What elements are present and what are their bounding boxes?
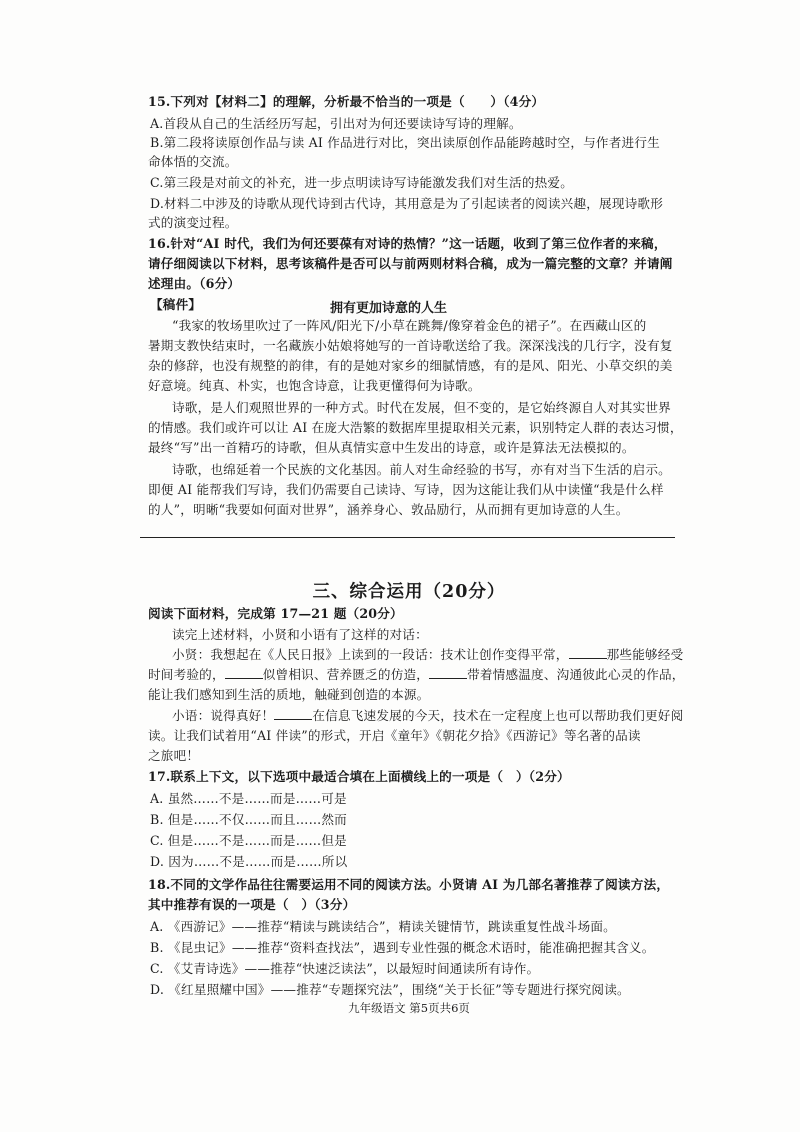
q15-option-b-line2: 命体悟的交流。 [148,154,238,169]
q17-option-b: B. 但是……不仅……而且……然而 [150,812,347,827]
dialogue-line1: 读完上述材料，小贤和小语有了这样的对话： [172,627,428,642]
q15-stem: 15.下列对【材料二】的理解，分析最不恰当的一项是（ ）（4分） [148,94,545,109]
q15-option-b-line1: B.第二段将读原创作品与读 AI 作品进行对比，突出读原创作品能跨越时空，与作者进行生 [150,135,660,150]
fill-blank-1 [569,647,607,659]
draft-title: 拥有更加诗意的人生 [330,301,448,316]
section3-intro: 阅读下面材料，完成第 17—21 题（20分） [148,606,403,621]
q18-stem-line2: 其中推荐有误的一项是（ ）（3分） [148,897,356,912]
draft-para2-line3: 最终“写”出一首精巧的诗歌，但从真情实意中生发出的诗意，或许是算法无法模拟的。 [148,440,635,455]
fill-blank-3 [429,667,467,679]
dialogue-line5: 小语：说得真好！ 在信息飞速发展的今天，技术在一定程度上也可以帮助我们更好阅 [172,708,684,723]
section3-title: 三、综合运用（20分） [312,582,506,602]
q15-option-d-line2: 式的演变过程。 [148,215,238,230]
q18-stem-line1: 18.不同的文学作品往往需要运用不同的阅读方法。小贤请 AI 为几部名著推荐了阅读方法， [148,877,670,892]
q15-option-a: A.首段从自己的生活经历写起，引出对为何还要读诗写诗的理解。 [150,116,522,131]
dialogue-line3: 时间考验的， 似曾相识、营养匮乏的仿造， 带着情感温度、沟通彼此心灵的作品， [148,667,685,682]
dialogue-line4: 能让我们感知到生活的质地，触碰到创造的本源。 [148,687,430,702]
draft-para3-line3: 的人”，明晰“我要如何面对世界”，涵养身心、敦品励行，从而拥有更加诗意的人生。 [148,502,629,517]
q15-option-c: C.第三段是对前文的补充，进一步点明读诗写诗能激发我们对生活的热爱。 [150,175,573,190]
q18-option-a: A. 《西游记》——推荐“精读与跳读结合”，精读关键情节，跳读重复性战斗场面。 [150,919,616,934]
q15-option-d-line1: D.材料二中涉及的诗歌从现代诗到古代诗，其用意是为了引起读者的阅读兴趣，展现诗歌形 [150,196,664,211]
draft-para1-line4: 好意境。纯真、朴实，也饱含诗意，让我更懂得何为诗歌。 [148,378,481,393]
q18-option-c: C. 《艾青诗选》——推荐“快速泛读法”，以最短时间通读所有诗作。 [150,961,540,976]
q16-stem-line2: 请仔细阅读以下材料，思考该稿件是否可以与前两则材料合稿，成为一篇完整的文章？并请阐 [148,256,673,271]
q17-stem: 17.联系上下文，以下选项中最适合填在上面横线上的一项是（ ）（2分） [148,769,570,784]
dialogue-line6: 读。让我们试着用“AI 伴读”的形式，开启《童年》《朝花夕拾》《西游记》等名著的品读 [148,728,641,743]
q16-stem-line3: 述理由。（6分） [148,276,241,291]
draft-para1-line1: “我家的牧场里吹过了一阵风/阳光下/小草在跳舞/像穿着金色的裙子”。在西藏山区的 [172,318,647,333]
q18-option-d: D. 《红星照耀中国》——推荐“专题探究法”，围绕“关于长征”等专题进行探究阅读。 [150,982,630,997]
q18-option-b: B. 《昆虫记》——推荐“资料查找法”，遇到专业性强的概念术语时，能准确把握其含义。 [150,940,655,955]
draft-para3-line1: 诗歌，也绵延着一个民族的文化基因。前人对生命经验的书写，亦有对当下生活的启示。 [172,462,671,477]
draft-para3-line2: 即便 AI 能帮我们写诗，我们仍需要自己读诗、写诗，因为这能让我们从中读懂“我是什么样 [148,482,664,497]
dialogue-line2: 小贤：我想起在《人民日报》上读到的一段话：技术让创作变得平常， 那些能够经受 [172,647,684,662]
fill-blank-4 [274,708,312,720]
q17-option-d: D. 因为……不是……而是……所以 [150,854,348,869]
draft-para2-line2: 的情感。我们或许可以让 AI 在庞大浩繁的数据库里提取相关元素，识别特定人群的表达习惯， [148,420,683,435]
dialogue-line7: 之旅吧！ [148,748,200,763]
draft-para1-line3: 杂的修辞，也没有规整的韵律，有的是她对家乡的细腻情感，有的是风、阳光、小草交织的美 [148,358,673,373]
q17-option-a: A. 虽然……不是……而是……可是 [150,791,347,806]
draft-para2-line1: 诗歌，是人们观照世界的一种方式。时代在发展，但不变的，是它始终源自人对其实世界 [172,400,671,415]
q16-stem-line1: 16.针对“AI 时代，我们为何还要葆有对诗的热情？”这一话题，收到了第三位作者的来稿， [148,236,667,251]
fill-blank-2 [225,667,263,679]
section-divider [140,537,675,538]
q17-option-c: C. 但是……不是……而是……但是 [150,833,347,848]
draft-label: 【稿件】 [150,297,202,312]
draft-para1-line2: 暑期支教快结束时，一名藏族小姑娘将她写的一首诗歌送给了我。深深浅浅的几行字，没有复 [148,338,673,353]
page-footer: 九年级语文 第5页共6页 [348,1001,470,1015]
